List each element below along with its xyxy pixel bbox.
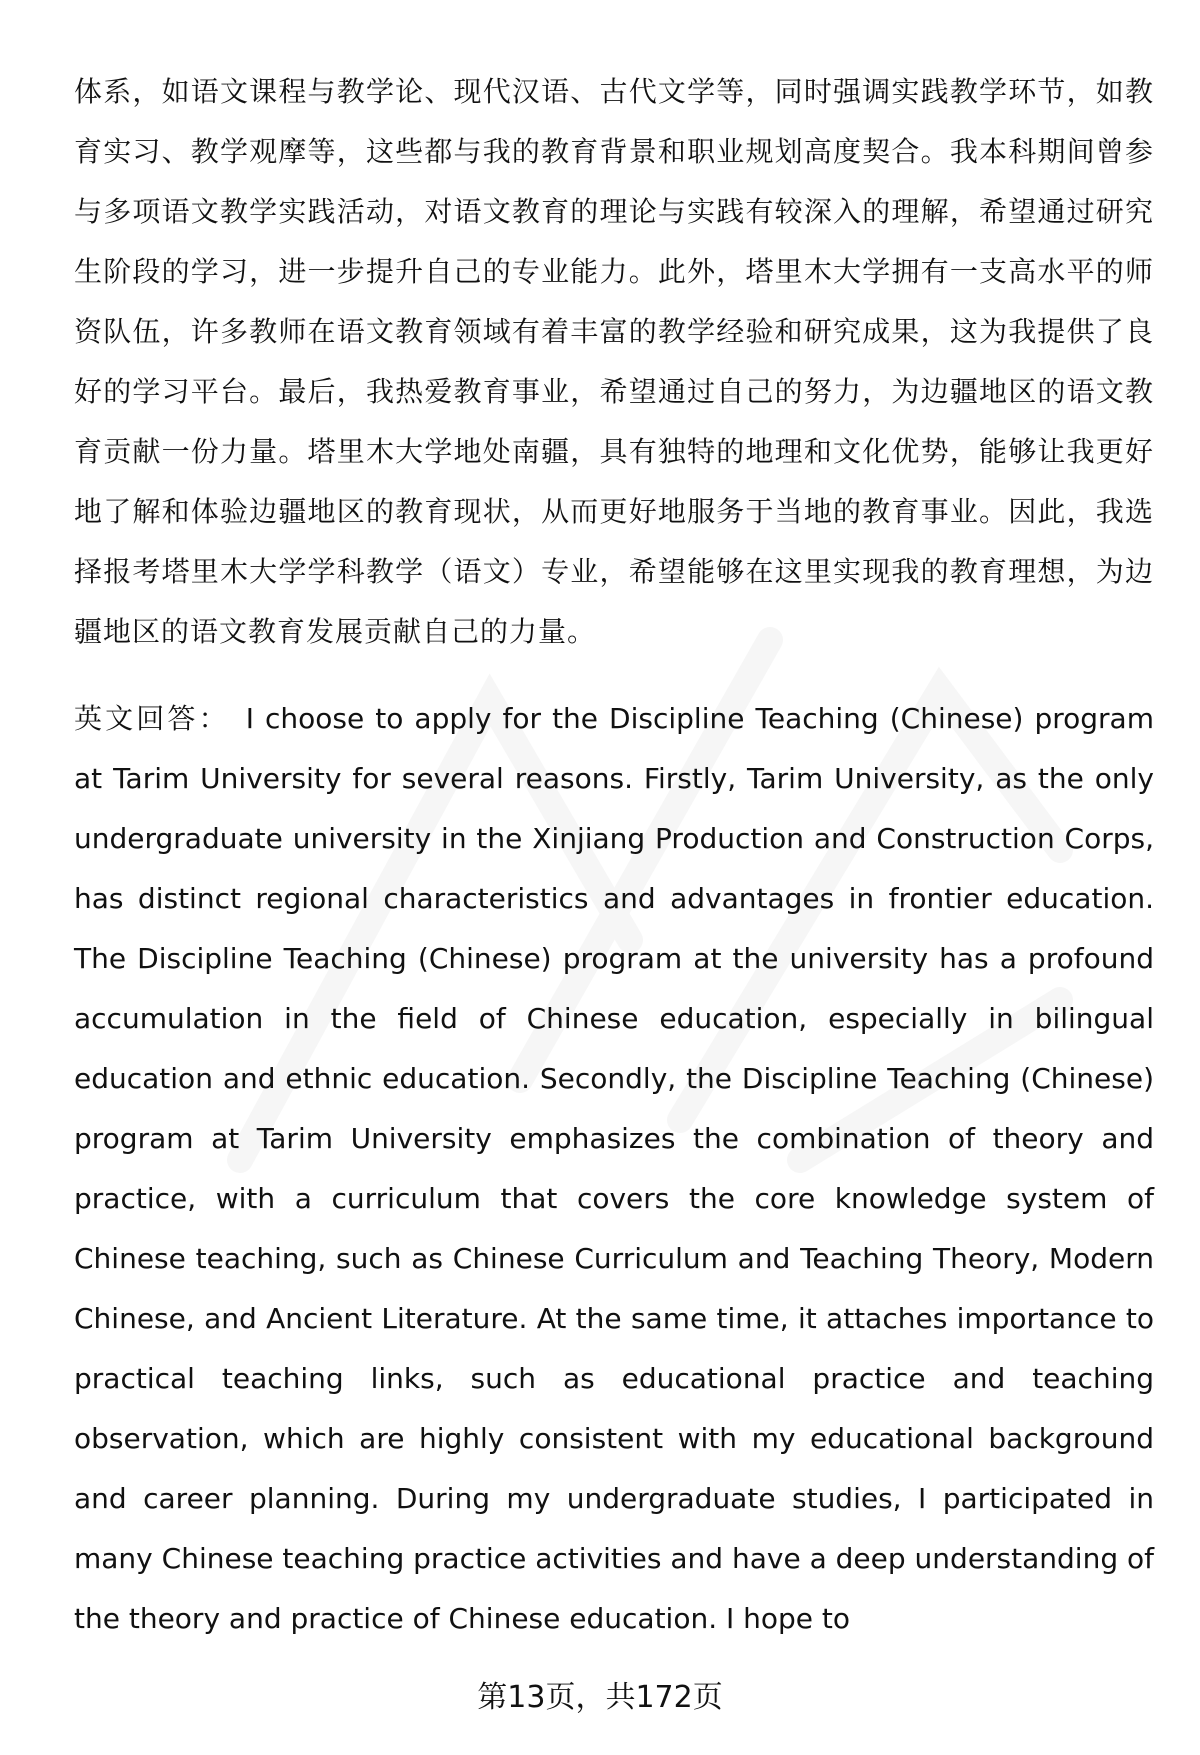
english-answer-paragraph [74,689,1154,1649]
chinese-answer-paragraph: 体系，如语文课程与教学论、现代汉语、古代文学等，同时强调实践教学环节，如教育实习、教学观摩等，这些都与我的教育背景和职业规划高度契合。我本科期间曾参与多项语文教学实践活动，对语文教育的理论与实践有较深入的理解，希望通过研究生阶段的学习，进一步提升自己的专业能力。此外，塔里木大学拥有一支高水平的师资队伍，许多教师在语文教育领域有着丰富的教学经验和研究成果，这为我提供了良好的学习平台。最后，我热爱教育事业，希望通过自己的努力，为边疆地区的语文教育贡献一份力量。塔里木大学地处南疆，具有独特的地理和文化优势，能够让我更好地了解和体验边疆地区的教育现状，从而更好地服务于当地的教育事业。因此，我选择报考塔里木大学学科教学（语文）专业，希望能够在这里实现我的教育理想，为边疆地区的语文教育发展贡献自己的力量。 [74,75,1154,648]
english-answer-label: 英文回答： [74,702,230,735]
english-answer-text: I choose to apply for the Discipline Teaching (Chinese) program at Tarim University for several reasons. Firstly, Tarim University, as the only undergraduate university in the Xinjiang Production and Construction Corps, has distinct regional characteristics and advantages in frontier education. The Discipline Teaching (Chinese) program at the university has a profound accumulation in the field of Chinese education, especially in bilingual education and ethnic education. Secondly, the Discipline Teaching (Chinese) program at Tarim University emphasizes the combination of theory and practice, with a curriculum that covers the core knowledge system of Chinese teaching, such as Chinese Curriculum and Teaching Theory, Modern Chinese, and Ancient Literature. At the same time, it attaches importance to practical teaching links, such as educational practice and teaching observation, which are highly consistent with my educational background and career planning. During my undergraduate studies, I participated in many Chinese teaching practice activities and have a deep understanding of the theory and practice of Chinese education. I hope to [74,702,1154,1635]
document-body [74,62,1154,1649]
page-number-footer: 第13页，共172页 [477,1680,723,1715]
